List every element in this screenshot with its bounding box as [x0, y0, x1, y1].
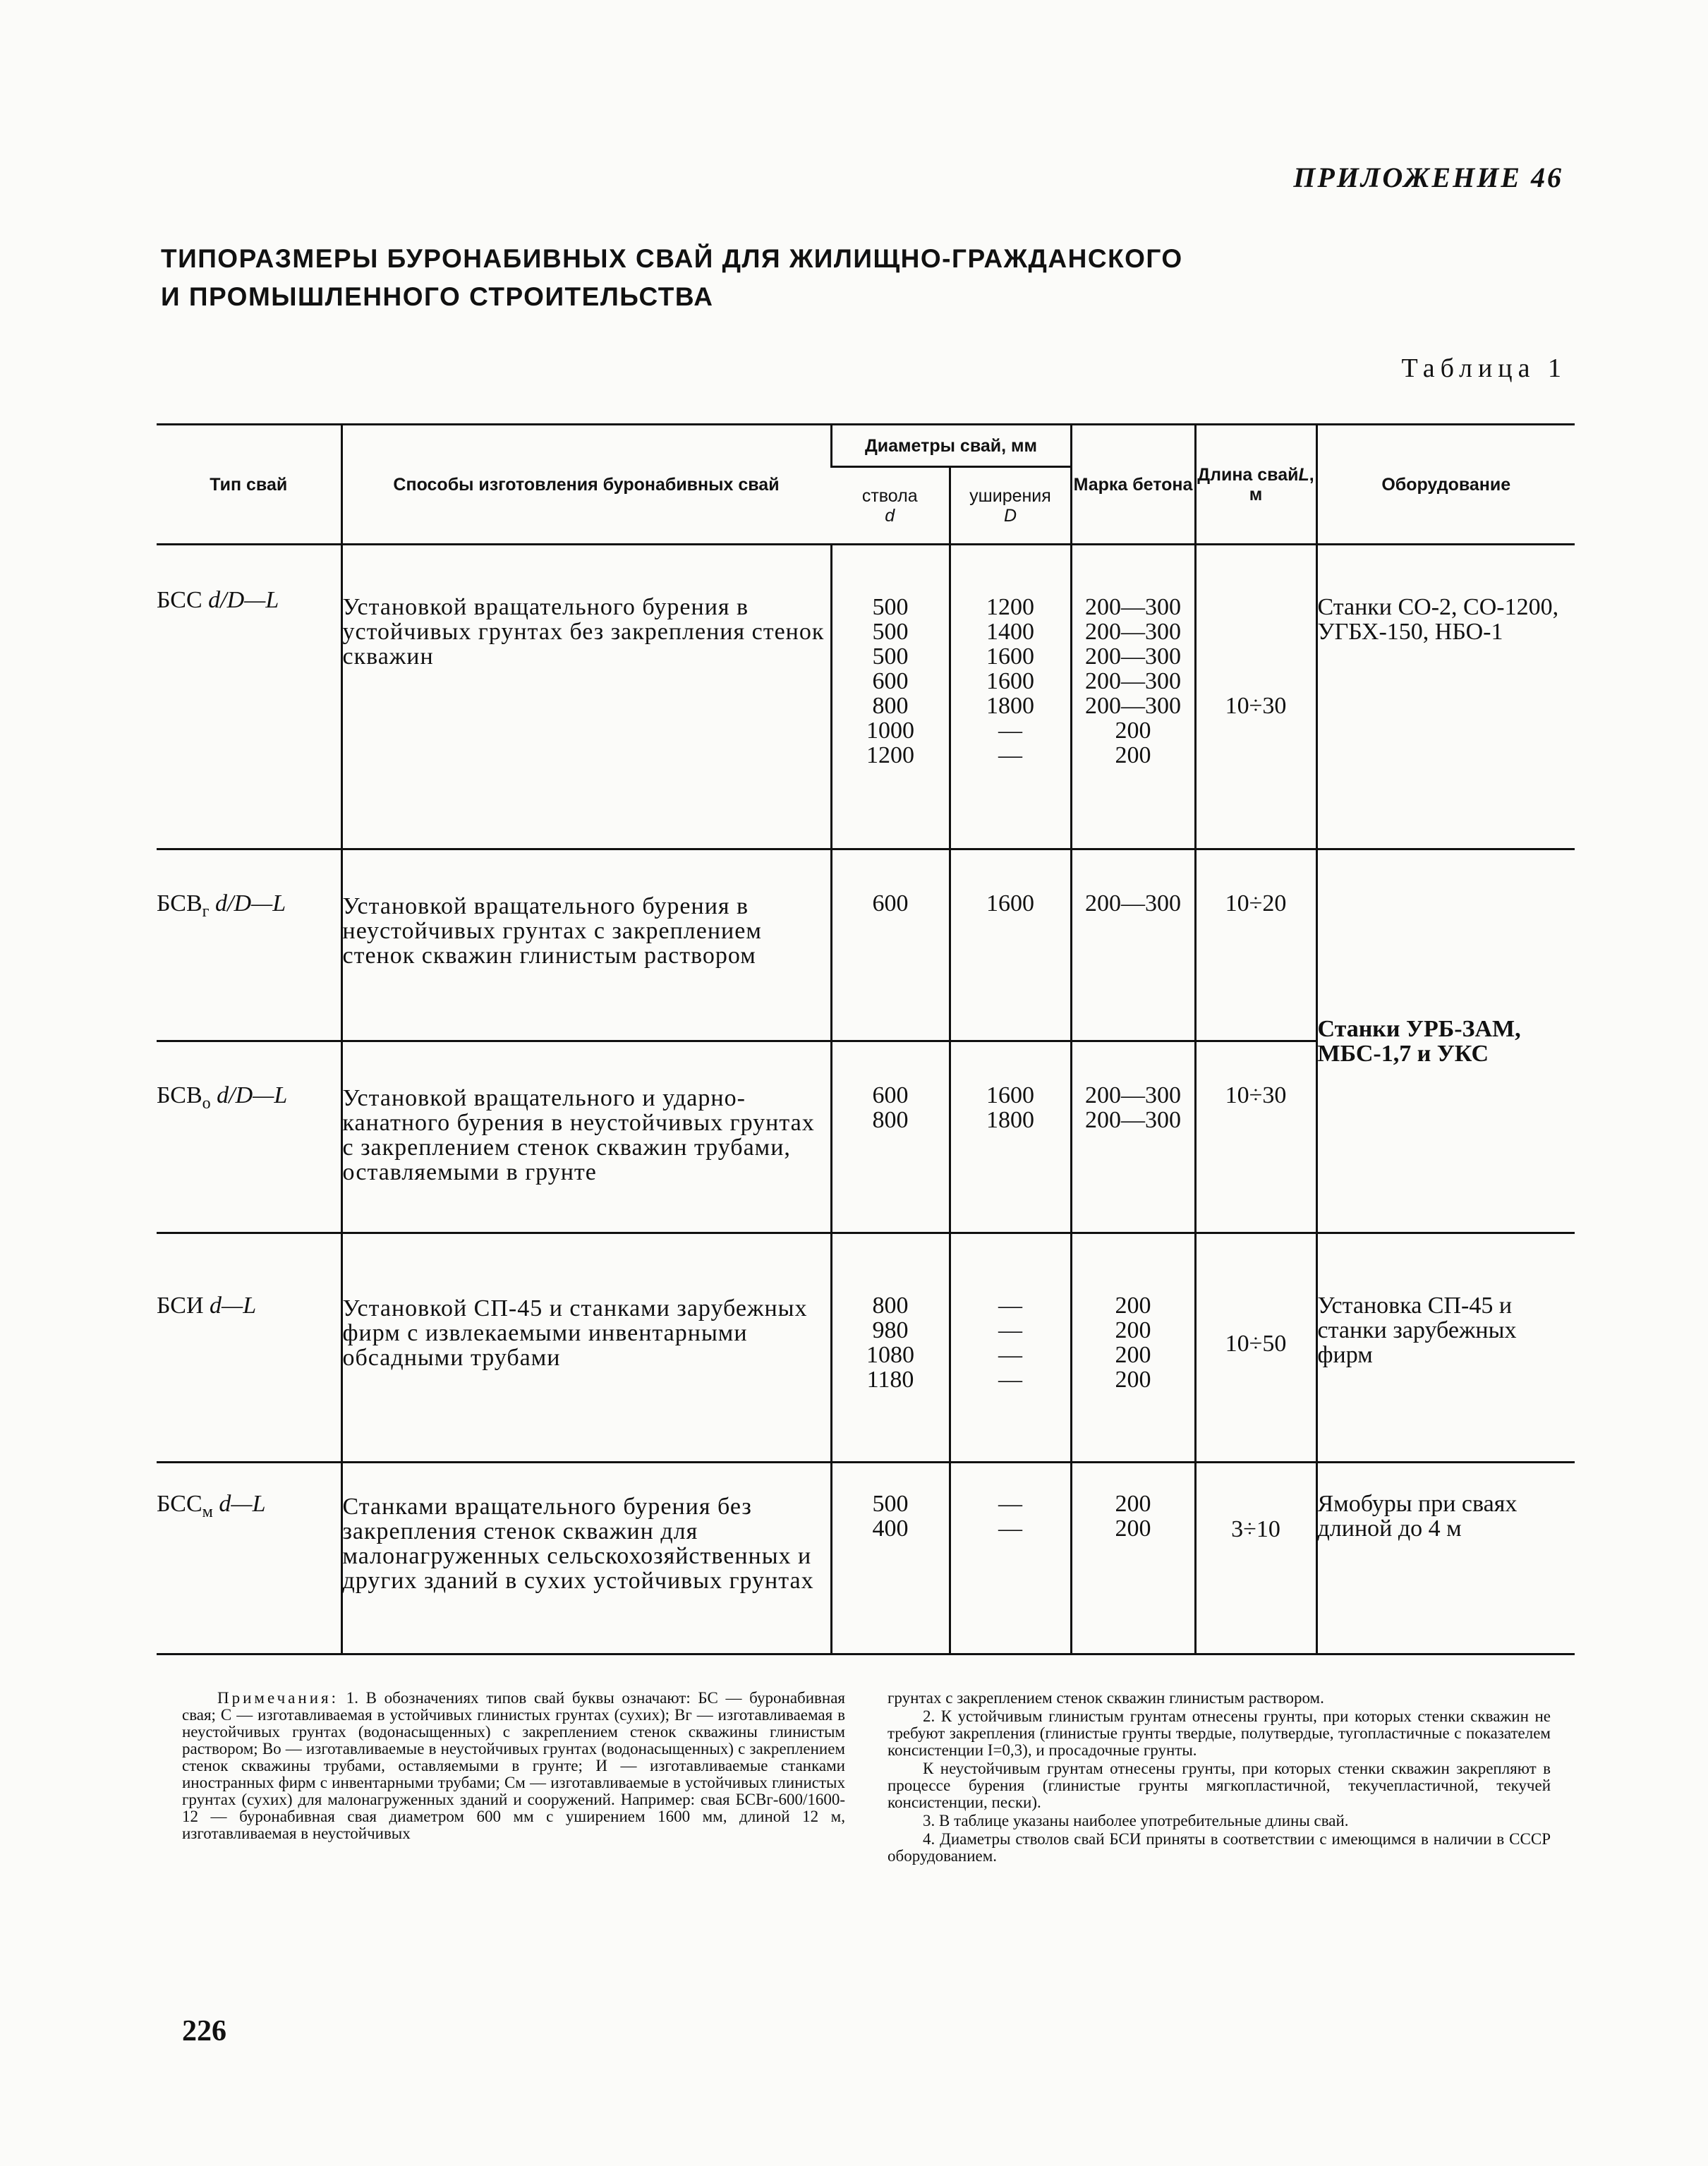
shaft-values: [831, 1463, 950, 1654]
shaft-value: 600: [872, 668, 909, 694]
notes-section: [182, 1690, 1551, 1866]
shaft-value: 400: [872, 1515, 909, 1542]
title-line-2: И ПРОМЫШЛЕННОГО СТРОИТЕЛЬСТВА: [161, 282, 714, 311]
widening-values: [950, 849, 1071, 1041]
note-2: 2. К устойчивым глинистым грунтам отнесены грунты, при которых стенки скважин не требуют закрепления (глинистые грунты твердые, полутвердые, тугопластичные с показателем консистенции I=0,3), и просадочные грунты.: [888, 1707, 1551, 1759]
equipment-text: Станки УРБ-ЗАМ, МБС-1,7 и УКС: [1317, 1015, 1521, 1067]
pile-type-main: БСВ: [157, 1082, 202, 1108]
length-value: 10÷50: [1195, 1233, 1316, 1463]
widening-value: 1800: [986, 693, 1034, 719]
pile-type-formula: d/D—L: [208, 587, 279, 613]
concrete-values: [1071, 1041, 1195, 1233]
pile-type-formula: d/D—L: [217, 1082, 288, 1108]
concrete-value: 200—300: [1085, 890, 1181, 916]
note-1-text: 1. В обозначениях типов свай буквы означают: БС — буронабивная свая; С — изготавливаемая в устойчивых глинистых грунтах (сухих); Вг — изготавливаемая в неустойчивых грунтах (водонасыщенных) с закреплением стенок скважины глинистым раствором; Во — изготавливаемые в неустойчивых грунтах (водонасыщенных) с закреплением стенок скважины трубами, оставляемыми в грунте; И — изготавливаемые станками иностранных фирм с инвентарными трубами; См — изготавливаемые в устойчивых глинистых грунтах (сухих) для малонагруженных зданий и сооружений. Например: свая БСВг-600/1600-12 — буронабивная свая диаметром 600 мм с уширением 1600 мм, длиной 12 м, изготавливаемая в неустойчивых: [182, 1689, 845, 1842]
pile-type: [157, 1463, 341, 1654]
concrete-values: [1071, 545, 1195, 849]
concrete-value: 200—300: [1085, 1107, 1181, 1133]
pile-type-subscript: м: [202, 1502, 213, 1521]
header-diameters: Диаметры свай, мм: [831, 425, 1071, 467]
header-length: [1195, 425, 1316, 545]
header-widening: [950, 467, 1071, 545]
widening-values: [950, 1463, 1071, 1654]
appendix-label: ПРИЛОЖЕНИЕ 46: [1293, 162, 1563, 193]
notes-column-right: [888, 1690, 1551, 1866]
shaft-value: 800: [872, 1293, 909, 1319]
widening-value: 1800: [986, 1107, 1034, 1133]
header-shaft: [831, 467, 950, 545]
pile-type-subscript: о: [202, 1094, 211, 1113]
shaft-value: 1180: [866, 1367, 914, 1393]
shaft-value: 800: [872, 1107, 909, 1133]
pile-type-main: БСИ: [157, 1293, 204, 1319]
concrete-value: 200: [1115, 1491, 1151, 1517]
concrete-value: 200: [1115, 1515, 1151, 1542]
pile-type-main: БСС: [157, 587, 202, 613]
shaft-value: 1200: [866, 742, 914, 768]
pile-type-formula: d/D—L: [215, 890, 286, 916]
widening-value: 1400: [986, 619, 1034, 645]
shaft-value: 500: [872, 594, 909, 620]
table-row: [157, 849, 1575, 1041]
note-1-continued: грунтах с закреплением стенок скважин глинистым раствором.: [888, 1689, 1324, 1707]
pile-type-main: БСВ: [157, 890, 202, 916]
concrete-value: 200—300: [1085, 693, 1181, 719]
widening-value: —: [998, 1293, 1022, 1319]
length-value: 10÷30: [1195, 545, 1316, 849]
header-widening-symbol: D: [1003, 505, 1017, 526]
header-widening-label: уширения: [969, 485, 1051, 506]
shaft-value: 500: [872, 643, 909, 670]
concrete-value: 200—300: [1085, 1082, 1181, 1108]
widening-value: —: [998, 742, 1022, 768]
table-row: [157, 545, 1575, 849]
page-number: 226: [182, 2015, 226, 2047]
note-4: 4. Диаметры стволов свай БСИ приняты в соответствии с имеющимся в наличии в СССР оборудованием.: [888, 1830, 1551, 1865]
shaft-values: [831, 1233, 950, 1463]
length-value: 10÷20: [1195, 849, 1316, 1041]
pile-type: [157, 1041, 341, 1233]
header-type: Тип свай: [157, 425, 341, 545]
concrete-values: [1071, 1463, 1195, 1654]
header-shaft-symbol: d: [885, 505, 895, 526]
widening-value: 1600: [986, 668, 1034, 694]
widening-value: —: [998, 718, 1022, 744]
concrete-value: 200: [1115, 1317, 1151, 1343]
concrete-value: 200: [1115, 1367, 1151, 1393]
shaft-value: 800: [872, 693, 909, 719]
pile-method: Установкой СП-45 и станками зарубежных фирм с извлекаемыми инвентарными обсадными трубами: [341, 1233, 831, 1463]
equipment-value: Ямобуры при сваях длиной до 4 м: [1316, 1463, 1575, 1654]
widening-value: —: [998, 1367, 1022, 1393]
shaft-values: [831, 849, 950, 1041]
header-shaft-label: ствола: [861, 485, 918, 506]
note-3: 3. В таблице указаны наиболее употребительные длины свай.: [923, 1812, 1349, 1829]
notes-column-left: [182, 1690, 845, 1866]
concrete-values: [1071, 849, 1195, 1041]
widening-value: —: [998, 1515, 1022, 1542]
widening-values: [950, 1233, 1071, 1463]
concrete-values: [1071, 1233, 1195, 1463]
pile-type-subscript: г: [202, 902, 210, 921]
pile-type-formula: d—L: [210, 1293, 257, 1319]
widening-value: 1600: [986, 890, 1034, 916]
note-1: [182, 1690, 845, 1842]
concrete-value: 200—300: [1085, 668, 1181, 694]
widening-value: —: [998, 1491, 1022, 1517]
header-length-label: Длина свай: [1197, 464, 1299, 485]
concrete-value: 200: [1115, 1293, 1151, 1319]
shaft-value: 500: [872, 619, 909, 645]
note-2b: К неустойчивым грунтам отнесены грунты, при которых стенки скважин закрепляют в процессе бурения (глинистые грунты мягкопластичной, текучепластичной, текучей консистенции, пески).: [888, 1760, 1551, 1811]
shaft-value: 500: [872, 1491, 909, 1517]
concrete-value: 200: [1115, 718, 1151, 744]
document-title: [161, 240, 1501, 316]
header-length-symbol: L: [1298, 464, 1309, 485]
length-value: 10÷30: [1195, 1041, 1316, 1233]
shaft-value: 1080: [866, 1342, 914, 1368]
table-row: [157, 1233, 1575, 1463]
equipment-value: Установка СП-45 и станки зарубежных фирм: [1316, 1233, 1575, 1463]
pile-type: [157, 849, 341, 1041]
concrete-value: 200: [1115, 742, 1151, 768]
header-concrete: Марка бетона: [1071, 425, 1195, 545]
widening-values: [950, 1041, 1071, 1233]
widening-value: —: [998, 1342, 1022, 1368]
shaft-value: 600: [872, 890, 909, 916]
equipment-value: [1316, 849, 1575, 1233]
widening-values: [950, 545, 1071, 849]
pile-type-main: БСС: [157, 1491, 202, 1517]
shaft-values: [831, 545, 950, 849]
pile-method: Станками вращательного бурения без закрепления стенок скважин для малонагруженных сельскохозяйственных и других зданий в сухих устойчивых грунтах: [341, 1463, 831, 1654]
header-length-unit: , м: [1249, 464, 1314, 504]
length-value: 3÷10: [1195, 1463, 1316, 1654]
shaft-values: [831, 1041, 950, 1233]
piles-table: [157, 423, 1575, 1655]
header-equipment: Оборудование: [1316, 425, 1575, 545]
pile-method: Установкой вращательного бурения в устойчивых грунтах без закрепления стенок скважин: [341, 545, 831, 849]
concrete-value: 200—300: [1085, 643, 1181, 670]
pile-method: Установкой вращательного бурения в неустойчивых грунтах с закреплением стенок скважин глинистым раствором: [341, 849, 831, 1041]
concrete-value: 200: [1115, 1342, 1151, 1368]
pile-type-formula: d—L: [219, 1491, 266, 1517]
pile-type: [157, 545, 341, 849]
widening-value: 1600: [986, 1082, 1034, 1108]
pile-method: Установкой вращательного и ударно-канатного бурения в неустойчивых грунтах с закреплением стенок скважин трубами, оставляемыми в грунте: [341, 1041, 831, 1233]
widening-value: 1200: [986, 594, 1034, 620]
shaft-value: 1000: [866, 718, 914, 744]
shaft-value: 980: [872, 1317, 909, 1343]
header-method: Способы изготовления буронабивных свай: [341, 425, 831, 545]
shaft-value: 600: [872, 1082, 909, 1108]
equipment-value: Станки СО-2, СО-1200, УГБХ-150, НБО-1: [1316, 545, 1575, 849]
concrete-value: 200—300: [1085, 594, 1181, 620]
concrete-value: 200—300: [1085, 619, 1181, 645]
table-row: [157, 1463, 1575, 1654]
notes-label: Примечания:: [217, 1689, 339, 1707]
widening-value: 1600: [986, 643, 1034, 670]
title-line-1: ТИПОРАЗМЕРЫ БУРОНАБИВНЫХ СВАЙ ДЛЯ ЖИЛИЩНО-ГРАЖДАНСКОГО: [161, 244, 1183, 273]
pile-type: [157, 1233, 341, 1463]
table-label: Таблица 1: [1401, 353, 1567, 383]
widening-value: —: [998, 1317, 1022, 1343]
